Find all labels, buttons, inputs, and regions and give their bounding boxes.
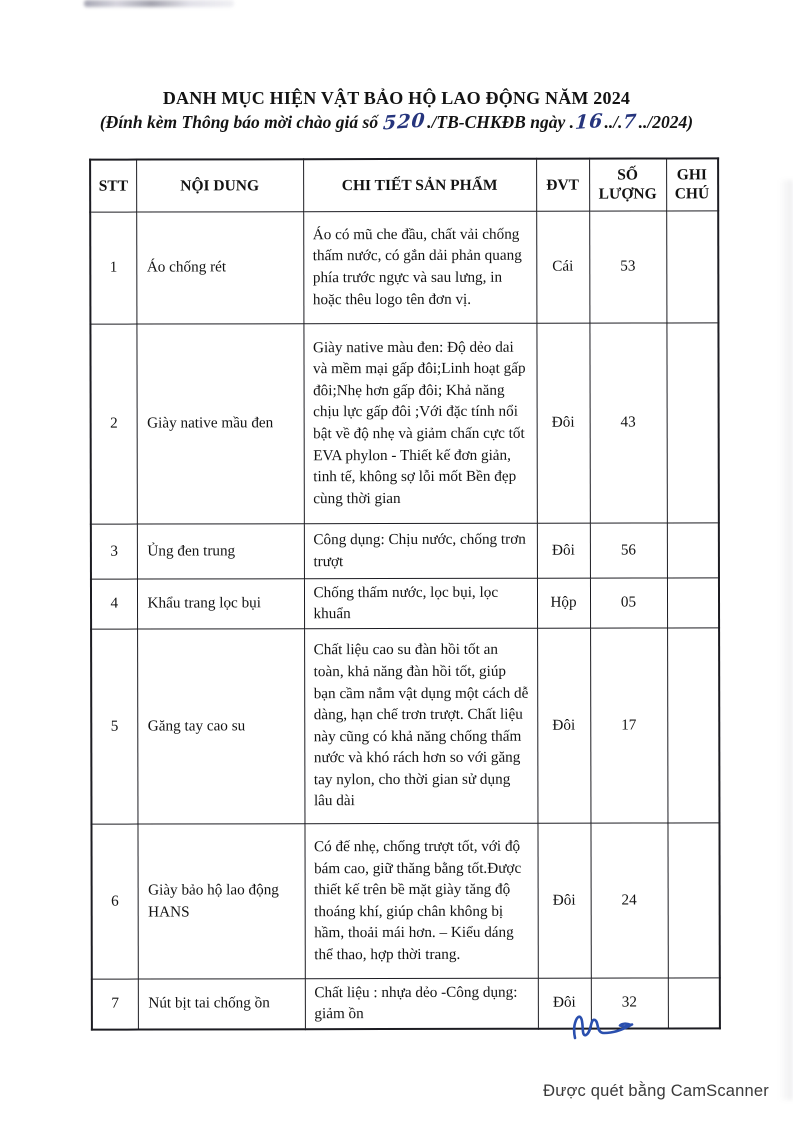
table-row <box>91 522 719 578</box>
cell-ghi-chu <box>668 978 720 1029</box>
scan-artifact-smudge <box>84 0 234 7</box>
cell-dvt: Đôi <box>537 823 590 978</box>
header-ghi-chu: GHI CHÚ <box>666 158 718 210</box>
cell-noi-dung: Nút bịt tai chống ồn <box>138 978 305 1029</box>
header-dvt: ĐVT <box>536 159 589 211</box>
scan-edge-shadow <box>779 180 793 1100</box>
subtitle-printed-middle: ./TB-CHKĐB ngày . <box>427 112 574 132</box>
page-subtitle <box>0 111 793 133</box>
cell-so-luong: 05 <box>590 577 667 627</box>
cell-stt: 6 <box>91 824 137 979</box>
cell-ghi-chu <box>667 577 719 627</box>
cell-ghi-chu <box>666 210 718 322</box>
cell-so-luong: 24 <box>590 823 667 978</box>
cell-chi-tiet: Công dụng: Chịu nước, chống trơn trượt <box>304 523 537 578</box>
cell-dvt: Hộp <box>537 578 590 628</box>
cell-dvt: Đôi <box>537 523 590 578</box>
cell-stt: 7 <box>92 979 138 1030</box>
table-row <box>91 577 719 629</box>
cell-noi-dung: Găng tay cao su <box>137 628 304 823</box>
handwritten-month: 7 <box>622 110 639 134</box>
cell-ghi-chu <box>667 628 719 823</box>
cell-so-luong: 56 <box>590 522 667 577</box>
cell-noi-dung: Khẩu trang lọc bụi <box>137 578 304 629</box>
cell-noi-dung: Ủng đen trung <box>137 523 304 578</box>
cell-chi-tiet: Giày native màu đen: Độ dẻo dai và mềm mại gấp đôi;Linh hoạt gấp đôi;Nhẹ hơn gấp đôi; Khả năng chịu lực gấp đôi ;Với đặc tính nổi bật về độ nhẹ và giảm chấn cực tốt EVA phylon - Thiết kế đơn giản, tinh tế, không sợ lỗi mốt Bền đẹp cùng thời gian <box>303 323 536 523</box>
handwritten-document-number: 520 <box>382 109 427 135</box>
signature-scribble-icon <box>568 1008 640 1050</box>
cell-dvt: Đôi <box>536 323 589 523</box>
header-chi-tiet: CHI TIẾT SẢN PHẨM <box>303 159 536 211</box>
header-stt: STT <box>90 160 136 212</box>
subtitle-printed-suffix: ../2024) <box>638 112 694 132</box>
table-row <box>90 322 718 523</box>
cell-dvt: Đôi <box>538 978 591 1029</box>
cell-ghi-chu <box>667 823 719 978</box>
cell-stt: 3 <box>91 524 137 579</box>
handwritten-day: 16 <box>574 109 605 135</box>
subtitle-printed-prefix: (Đính kèm Thông báo mời chào giá số <box>99 112 383 132</box>
table-row <box>91 823 719 979</box>
cell-ghi-chu <box>666 322 718 522</box>
subtitle-printed-sep: ../. <box>604 112 623 132</box>
equipment-table <box>89 157 721 1030</box>
header-noi-dung: NỘI DUNG <box>136 159 303 211</box>
cell-noi-dung: Giày bảo hộ lao động HANS <box>137 823 304 978</box>
page-title: DANH MỤC HIỆN VẬT BẢO HỘ LAO ĐỘNG NĂM 2024 <box>162 88 631 108</box>
table-row <box>90 210 718 323</box>
cell-chi-tiet: Chất liệu : nhựa dẻo -Công dụng: giảm ồn <box>305 978 538 1029</box>
cell-stt: 2 <box>90 324 136 524</box>
cell-so-luong: 17 <box>590 628 667 823</box>
cell-chi-tiet: Có đế nhẹ, chống trượt tốt, với độ bám cao, giữ thăng bằng tốt.Được thiết kế trên bề mặt giày tăng độ thoáng khí, giúp chân không bị hầm, thoải mái hơn. – Kiểu dáng thể thao, hợp thời trang. <box>304 823 537 978</box>
cell-so-luong: 32 <box>591 978 668 1029</box>
cell-stt: 5 <box>91 629 137 824</box>
table-row <box>91 628 719 824</box>
cell-ghi-chu <box>667 522 719 577</box>
cell-dvt: Cái <box>536 211 589 323</box>
cell-stt: 4 <box>91 579 137 629</box>
cell-so-luong: 53 <box>589 210 666 322</box>
cell-chi-tiet: Áo có mũ che đầu, chất vải chống thấm nước, có gắn dải phản quang phía trước ngực và sau lưng, in hoặc thêu logo tên đơn vị. <box>303 211 536 323</box>
cell-chi-tiet: Chống thấm nước, lọc bụi, lọc khuẩn <box>304 578 537 629</box>
camscanner-watermark: Được quét bằng CamScanner <box>543 1082 769 1100</box>
cell-noi-dung: Giày native mầu đen <box>136 323 303 523</box>
header-so-luong: SỐ LƯỢNG <box>589 158 666 210</box>
cell-so-luong: 43 <box>589 322 666 522</box>
cell-stt: 1 <box>90 212 136 324</box>
cell-noi-dung: Áo chống rét <box>136 211 303 323</box>
cell-chi-tiet: Chất liệu cao su đàn hồi tốt an toàn, khả năng đàn hồi tốt, giúp bạn cầm nắm vật dụng một cách dễ dàng, hạn chế trơn trượt. Chất liệu này cũng có khả năng chống thấm nước và khó rách hơn so với găng tay nylon, cho thời gian sử dụng lâu dài <box>304 628 537 823</box>
table-header-row <box>90 158 718 211</box>
cell-dvt: Đôi <box>537 628 590 823</box>
